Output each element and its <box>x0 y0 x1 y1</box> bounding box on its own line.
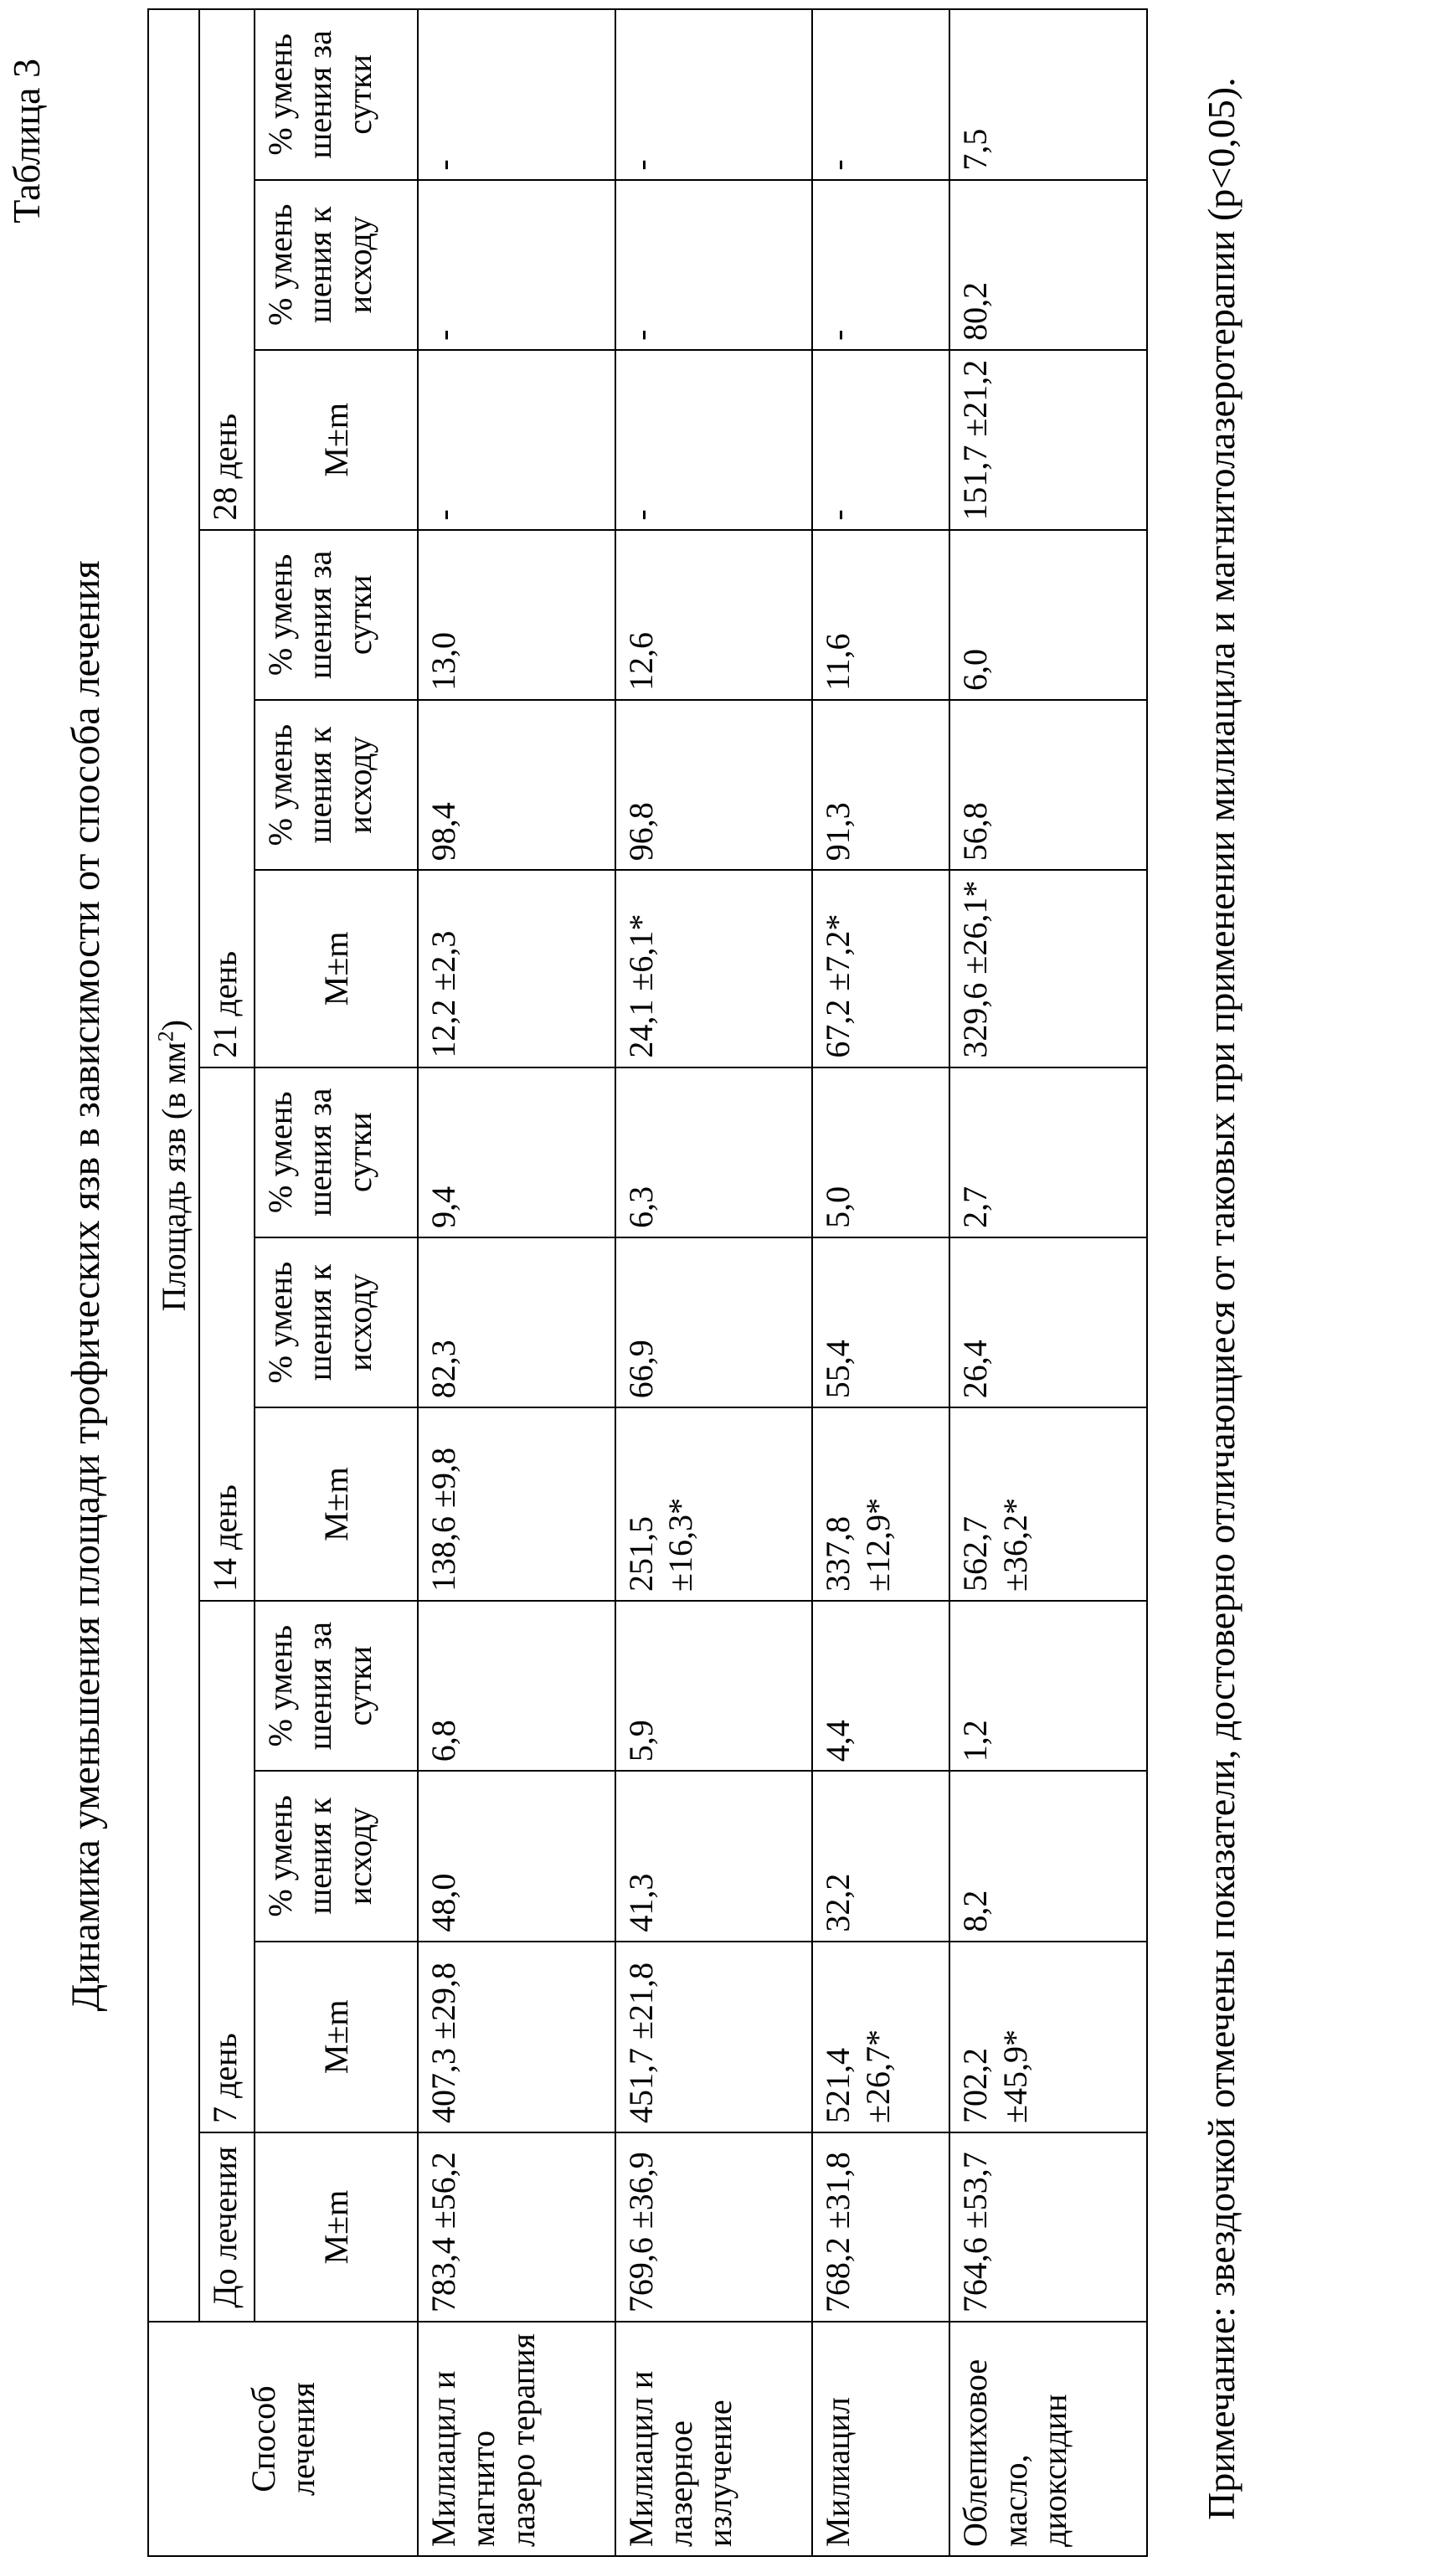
cell-value: 41,3 <box>615 1771 813 1941</box>
cell-value: 32,2 <box>812 1771 949 1941</box>
cell-value: 13,0 <box>418 530 615 700</box>
cell-value: 5,9 <box>615 1601 813 1771</box>
cell-value: - <box>812 350 949 530</box>
header-sub: % умень шения за сутки <box>255 9 418 180</box>
cell-method: Милиацил <box>812 2322 949 2556</box>
header-sub: % умень шения к исходу <box>255 1237 418 1407</box>
cell-value: 1,2 <box>949 1601 1147 1771</box>
cell-value: 5,0 <box>812 1067 949 1237</box>
cell-value: - <box>418 180 615 350</box>
cell-value: 91,3 <box>812 700 949 870</box>
cell-value: 138,6 ±9,8 <box>418 1407 615 1601</box>
cell-value: 764,6 ±53,7 <box>949 2132 1147 2322</box>
cell-value: 702,2 ±45,9* <box>949 1942 1147 2132</box>
cell-value: - <box>615 350 813 530</box>
cell-method: Милиацил и лазерное излучение <box>615 2322 813 2556</box>
cell-value: - <box>812 9 949 180</box>
cell-value: 8,2 <box>949 1771 1147 1941</box>
cell-value: 80,2 <box>949 180 1147 350</box>
header-sub: M±m <box>255 1407 418 1601</box>
cell-value: 96,8 <box>615 700 813 870</box>
header-sub: % умень шения к исходу <box>255 180 418 350</box>
cell-value: 329,6 ±26,1* <box>949 870 1147 1067</box>
cell-value: 6,3 <box>615 1067 813 1237</box>
footnote: Примечание: звездочкой отмечены показатели, достоверно отличающиеся от таковых при применении милиацила и магнитолазеротерапии (p<0,05). <box>1200 77 1242 2520</box>
cell-value: 251,5 ±16,3* <box>615 1407 813 1601</box>
cell-value: 67,2 ±7,2* <box>812 870 949 1067</box>
cell-value: 48,0 <box>418 1771 615 1941</box>
cell-value: 55,4 <box>812 1237 949 1407</box>
table-row <box>949 9 1147 2556</box>
table-row <box>615 9 813 2556</box>
header-sub: % умень шения за сутки <box>255 530 418 700</box>
header-sub: M±m <box>255 350 418 530</box>
header-sub: % умень шения за сутки <box>255 1067 418 1237</box>
cell-value: 12,2 ±2,3 <box>418 870 615 1067</box>
header-sub: M±m <box>255 1942 418 2132</box>
cell-value: - <box>418 9 615 180</box>
cell-value: 151,7 ±21,2 <box>949 350 1147 530</box>
cell-value: 24,1 ±6,1* <box>615 870 813 1067</box>
header-period-7: 7 день <box>199 1601 255 2132</box>
cell-value: 7,5 <box>949 9 1147 180</box>
table-caption: Таблица 3 <box>5 59 48 224</box>
header-sub: % умень шения к исходу <box>255 1771 418 1941</box>
cell-value: - <box>812 180 949 350</box>
cell-value: 11,6 <box>812 530 949 700</box>
table-row <box>418 9 615 2556</box>
header-sub: M±m <box>255 870 418 1067</box>
header-sub: % умень шения за сутки <box>255 1601 418 1771</box>
cell-value: 66,9 <box>615 1237 813 1407</box>
cell-value: 407,3 ±29,8 <box>418 1942 615 2132</box>
cell-value: 769,6 ±36,9 <box>615 2132 813 2322</box>
header-method: Способ лечения <box>148 2322 418 2556</box>
cell-value: - <box>615 9 813 180</box>
cell-value: 783,4 ±56,2 <box>418 2132 615 2322</box>
header-period-21: 21 день <box>199 530 255 1067</box>
cell-method: Облепиховое масло, диоксидин <box>949 2322 1147 2556</box>
header-period-28: 28 день <box>199 9 255 530</box>
cell-value: 562,7 ±36,2* <box>949 1407 1147 1601</box>
cell-value: - <box>418 350 615 530</box>
cell-value: 4,4 <box>812 1601 949 1771</box>
cell-value: 12,6 <box>615 530 813 700</box>
cell-value: - <box>615 180 813 350</box>
table-row <box>812 9 949 2556</box>
cell-value: 768,2 ±31,8 <box>812 2132 949 2322</box>
header-period-14: 14 день <box>199 1067 255 1601</box>
cell-value: 9,4 <box>418 1067 615 1237</box>
cell-value: 82,3 <box>418 1237 615 1407</box>
table-title: Динамика уменьшения площади трофических язв в зависимости от способа лечения <box>64 560 108 2012</box>
data-table <box>147 8 1148 2557</box>
cell-value: 337,8 ±12,9* <box>812 1407 949 1601</box>
cell-value: 26,4 <box>949 1237 1147 1407</box>
cell-value: 98,4 <box>418 700 615 870</box>
cell-value: 521,4 ±26,7* <box>812 1942 949 2132</box>
cell-method: Милиацил и магнито лазеро терапия <box>418 2322 615 2556</box>
cell-value: 2,7 <box>949 1067 1147 1237</box>
header-sub: M±m <box>255 2132 418 2322</box>
cell-value: 6,0 <box>949 530 1147 700</box>
cell-value: 451,7 ±21,8 <box>615 1942 813 2132</box>
cell-value: 56,8 <box>949 700 1147 870</box>
header-area: Площадь язв (в $мм^2$) <box>148 9 199 2322</box>
cell-value: 6,8 <box>418 1601 615 1771</box>
header-sub: % умень шения к исходу <box>255 700 418 870</box>
header-period-before: До лечения <box>199 2132 255 2322</box>
